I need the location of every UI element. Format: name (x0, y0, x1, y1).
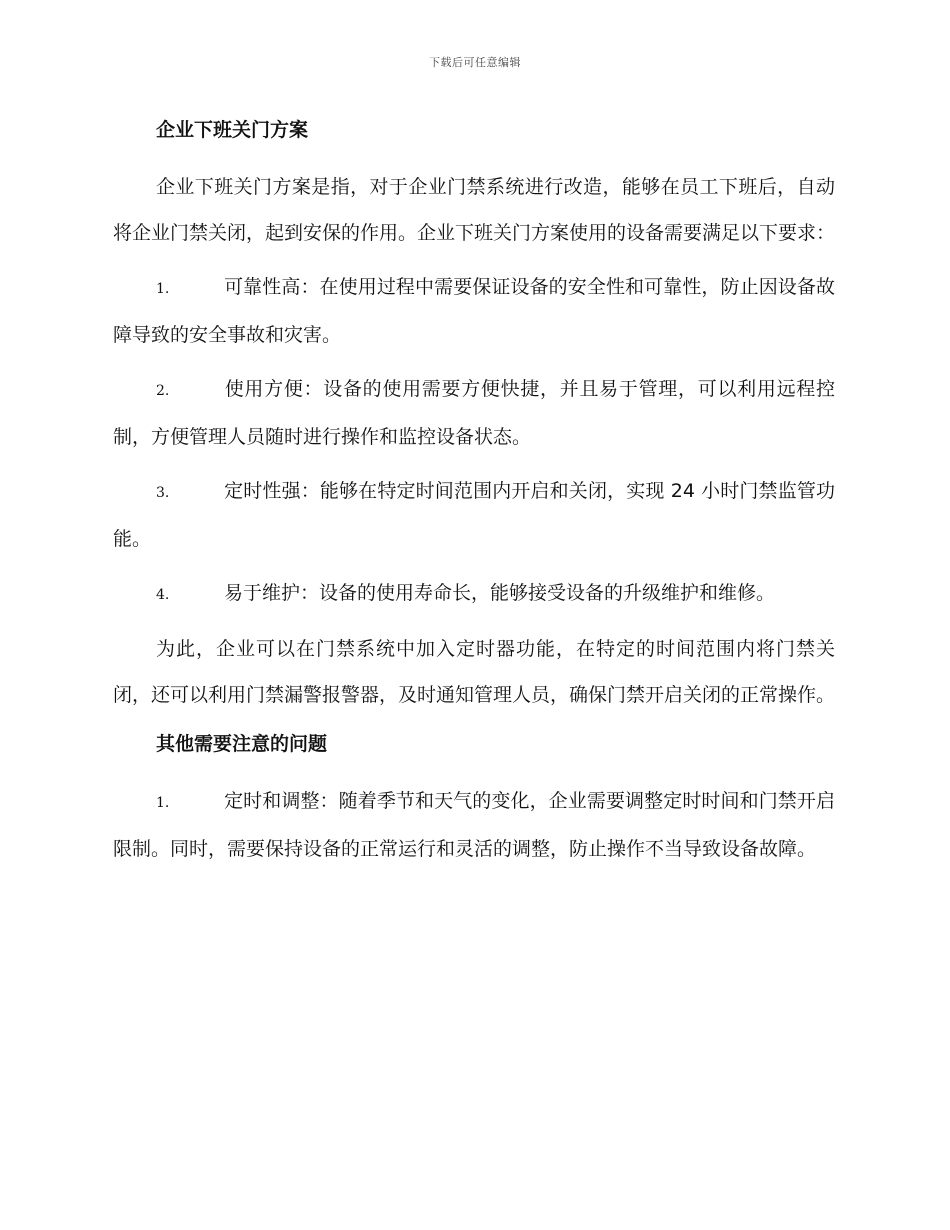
list-item (113, 366, 835, 460)
list-item-text: 定时和调整：随着季节和天气的变化，企业需要调整定时时间和门禁开启限制。同时，需要保持设备的正常运行和灵活的调整，防止操作不当导致设备故障。 (113, 790, 835, 860)
list-item (113, 778, 835, 872)
list-item-text: 定时性强：能够在特定时间范围内开启和关闭，实现 24 小时门禁监管功能。 (113, 480, 835, 550)
list-item-number: 1. (156, 795, 170, 811)
summary-paragraph: 为此，企业可以在门禁系统中加入定时器功能，在特定的时间范围内将门禁关闭，还可以利用门禁漏警报警器，及时通知管理人员，确保门禁开启关闭的正常操作。 (113, 638, 836, 706)
section-heading: 其他需要注意的问题 (156, 733, 328, 755)
list-item-number: 2. (156, 383, 170, 399)
notes-list (113, 778, 835, 872)
list-item-text: 可靠性高：在使用过程中需要保证设备的安全性和可靠性，防止因设备故障导致的安全事故和灾害。 (113, 276, 835, 346)
list-item-number: 4. (156, 587, 170, 603)
document-body (113, 112, 835, 880)
requirements-list (113, 264, 835, 618)
list-item-text: 使用方便：设备的使用需要方便快捷，并且易于管理，可以利用远程控制，方便管理人员随时进行操作和监控设备状态。 (113, 378, 835, 448)
list-item (113, 570, 835, 618)
list-item-number: 3. (156, 485, 170, 501)
list-item (113, 264, 835, 358)
intro-paragraph: 企业下班关门方案是指，对于企业门禁系统进行改造，能够在员工下班后，自动将企业门禁关闭，起到安保的作用。企业下班关门方案使用的设备需要满足以下要求： (113, 176, 836, 244)
list-item (113, 468, 835, 562)
page-header-note: 下载后可任意编辑 (429, 56, 521, 69)
document-title: 企业下班关门方案 (156, 119, 309, 141)
list-item-text: 易于维护：设备的使用寿命长，能够接受设备的升级维护和维修。 (224, 582, 776, 604)
list-item-number: 1. (156, 281, 170, 297)
